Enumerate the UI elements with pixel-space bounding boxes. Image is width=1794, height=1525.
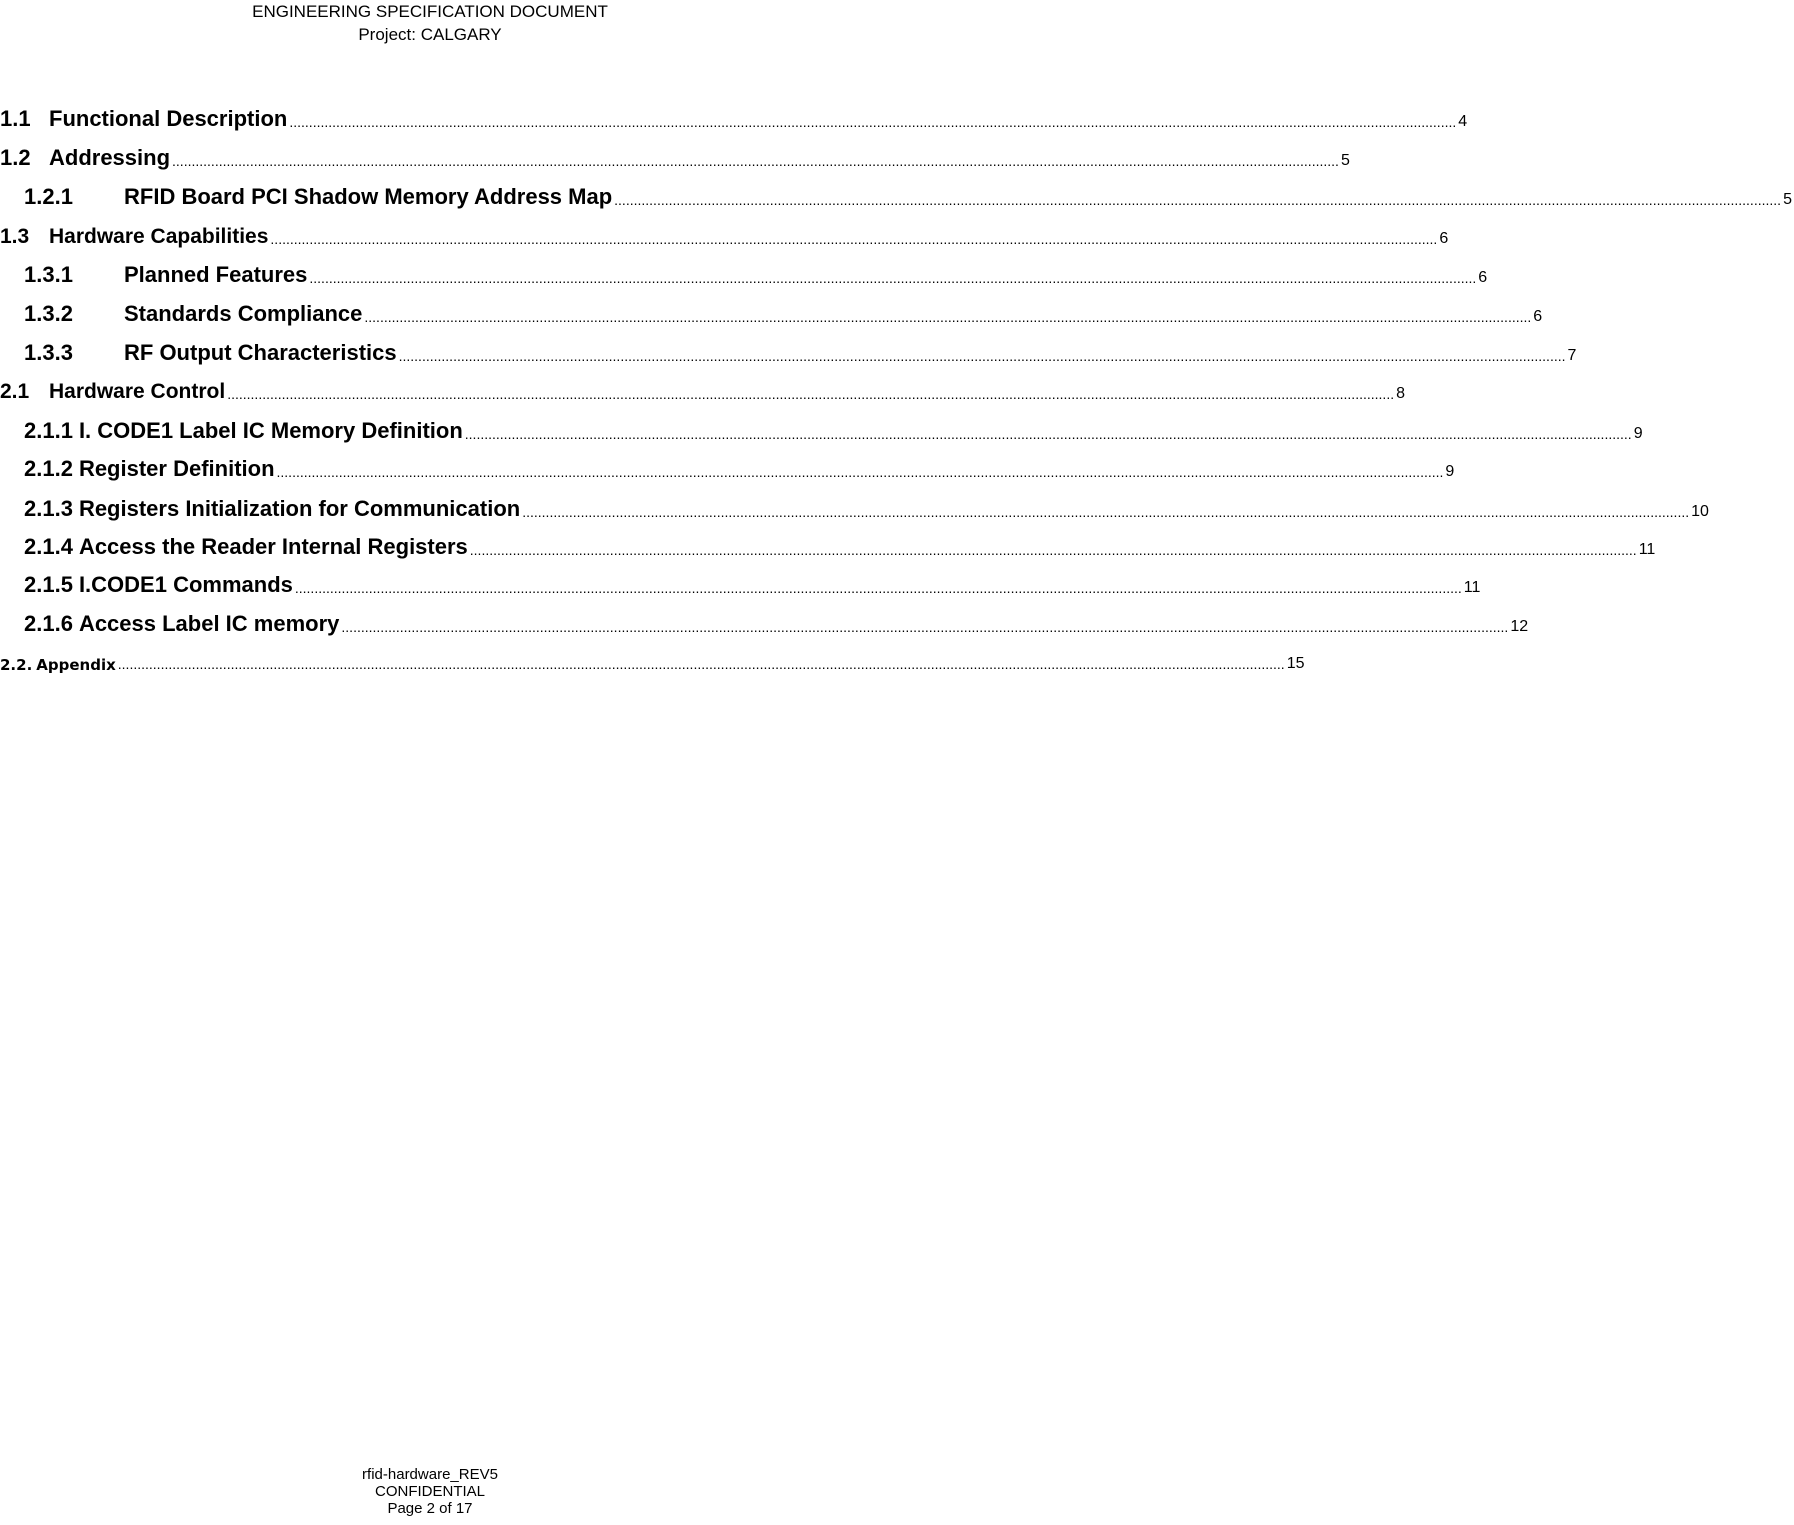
toc-entry-title: Hardware Control (49, 380, 226, 403)
toc-entry-page: 10 (1691, 503, 1709, 520)
toc-entry-number: 1.3.1 (24, 262, 73, 287)
toc-entry-number: 2.1.6 (24, 611, 73, 636)
toc-entry-page: 7 (1567, 347, 1577, 364)
toc-dot-leader: ............................................................................................................................................................................................................................................................................................................ (294, 580, 1462, 596)
toc-entry-number: 2.1.4 (24, 534, 73, 559)
toc-entry-page: 8 (1396, 385, 1406, 402)
toc-entry-page: 11 (1463, 579, 1481, 596)
toc-dot-leader: ............................................................................................................................................................................................................................................................................................................ (341, 619, 1509, 635)
toc-entry-number: 2.2. (0, 656, 33, 674)
toc-dot-leader: ............................................................................................................................................................................................................................................................................................................ (522, 504, 1690, 520)
toc-entry-title: Access the Reader Internal Registers (78, 534, 468, 559)
toc-entry-2-1-2[interactable] (0, 452, 1455, 482)
toc-entry-2-1-3[interactable] (0, 492, 1709, 522)
toc-entry-title: Access Label IC memory (78, 611, 340, 636)
toc-entry-page: 6 (1478, 269, 1488, 286)
toc-entry-title: Standards Compliance (124, 301, 363, 326)
toc-entry-title: Registers Initialization for Communication (78, 496, 521, 521)
toc-dot-leader: ............................................................................................................................................................................................................................................................................................................ (172, 153, 1339, 169)
document-filename: rfid-hardware_REV5 (362, 1466, 498, 1483)
toc-entry-title: Hardware Capabilities (49, 225, 269, 248)
toc-entry-title: Functional Description (49, 106, 288, 131)
toc-dot-leader: ............................................................................................................................................................................................................................................................................................................ (364, 309, 1532, 325)
toc-entry-title: Register Definition (78, 456, 275, 481)
toc-entry-title: I. CODE1 Label IC Memory Definition (78, 418, 463, 443)
toc-entry-1-2[interactable] (0, 141, 1350, 171)
toc-entry-2-1-5[interactable] (0, 568, 1481, 598)
toc-entry-number: 2.1.1 (24, 418, 73, 443)
toc-entry-number: 1.1 (0, 106, 31, 131)
toc-entry-page: 5 (1340, 152, 1350, 169)
toc-entry-page: 6 (1533, 308, 1543, 325)
toc-entry-2-1-4[interactable] (0, 530, 1656, 560)
toc-entry-number: 2.1.5 (24, 572, 73, 597)
toc-entry-title: Appendix (36, 656, 116, 674)
toc-entry-number: 2.1.2 (24, 456, 73, 481)
toc-dot-leader: ............................................................................................................................................................................................................................................................................................................ (270, 231, 1438, 247)
toc-entry-title: RF Output Characteristics (124, 340, 397, 365)
toc-entry-page: 5 (1783, 191, 1792, 208)
toc-entry-1-3[interactable] (0, 219, 1449, 249)
toc-entry-title: Planned Features (124, 262, 308, 287)
toc-entry-title: RFID Board PCI Shadow Memory Address Map (124, 184, 613, 209)
toc-dot-leader: ............................................................................................................................................................................................................................................................................................................ (117, 656, 1285, 672)
toc-entry-page: 9 (1633, 425, 1643, 442)
toc-dot-leader: ............................................................................................................................................................................................................................................................................................................ (289, 114, 1457, 130)
toc-entry-1-3-2[interactable] (0, 297, 1543, 327)
toc-dot-leader: ............................................................................................................................................................................................................................................................................................................ (227, 386, 1395, 402)
toc-entry-title: Addressing (49, 145, 171, 170)
document-title: ENGINEERING SPECIFICATION DOCUMENT (252, 2, 608, 21)
toc-entry-number: 1.3 (0, 225, 30, 248)
toc-entry-2-1-1[interactable] (0, 414, 1643, 444)
toc-dot-leader: ............................................................................................................................................................................................................................................................................................................ (309, 270, 1477, 286)
toc-entry-2-2[interactable] (0, 644, 1305, 674)
confidential-label: CONFIDENTIAL (374, 1483, 485, 1500)
toc-entry-1-1[interactable] (0, 102, 1468, 132)
toc-entry-1-3-3[interactable] (0, 336, 1577, 366)
toc-entry-page: 15 (1286, 655, 1305, 672)
toc-dot-leader: ............................................................................................................................................................................................................................................................................................................ (469, 542, 1637, 558)
toc-dot-leader: ............................................................................................................................................................................................................................................................................................................ (398, 348, 1566, 364)
toc-dot-leader: ............................................................................................................................................................................................................................................................................................................ (464, 426, 1632, 442)
toc-entry-2-1-6[interactable] (0, 607, 1529, 637)
toc-entry-1-3-1[interactable] (0, 258, 1488, 288)
toc-entry-page: 4 (1458, 113, 1468, 130)
toc-dot-leader: ............................................................................................................................................................................................................................................................................................................ (614, 192, 1782, 208)
toc-dot-leader: ............................................................................................................................................................................................................................................................................................................ (276, 464, 1444, 480)
toc-entry-number: 2.1 (0, 380, 30, 403)
toc-entry-number: 1.2 (0, 145, 31, 170)
toc-entry-page: 9 (1445, 463, 1455, 480)
toc-entry-page: 11 (1638, 541, 1656, 558)
project-name: Project: CALGARY (358, 25, 502, 44)
toc-entry-number: 1.3.2 (24, 301, 73, 326)
toc-entry-number: 2.1.3 (24, 496, 73, 521)
toc-entry-page: 12 (1510, 618, 1529, 635)
page-number: Page 2 of 17 (387, 1500, 473, 1517)
toc-entry-2-1[interactable] (0, 374, 1406, 404)
toc-entry-number: 1.2.1 (24, 184, 73, 209)
page-footer (0, 1466, 860, 1517)
toc-entry-page: 6 (1439, 230, 1449, 247)
toc-entry-1-2-1[interactable] (0, 180, 1792, 210)
toc-entry-title: I.CODE1 Commands (78, 572, 293, 597)
toc-entry-number: 1.3.3 (24, 340, 73, 365)
